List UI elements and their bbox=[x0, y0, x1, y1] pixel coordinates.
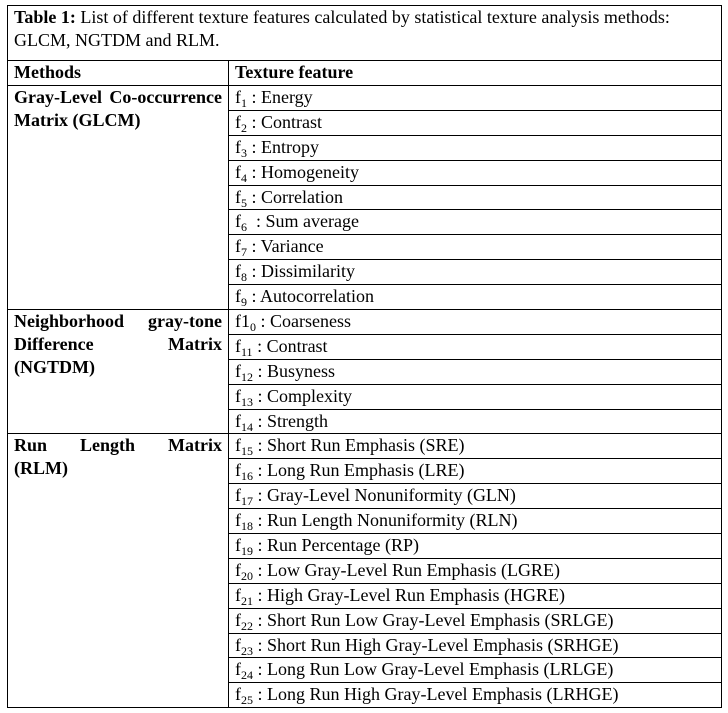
feature-subscript: 3 bbox=[241, 145, 247, 160]
feature-subscript: 21 bbox=[241, 593, 253, 608]
feature-cell bbox=[229, 235, 722, 260]
feature-subscript: 19 bbox=[241, 544, 253, 559]
feature-symbol: f bbox=[235, 535, 241, 556]
texture-features-table bbox=[7, 5, 722, 708]
feature-cell bbox=[229, 608, 722, 633]
feature-cell bbox=[229, 683, 722, 708]
feature-name: : Busyness bbox=[253, 360, 336, 381]
feature-name: : Dissimilarity bbox=[247, 261, 355, 282]
feature-name: : Long Run Emphasis (LRE) bbox=[253, 460, 465, 481]
feature-cell bbox=[229, 459, 722, 484]
table-caption bbox=[8, 6, 722, 61]
feature-cell bbox=[229, 185, 722, 210]
feature-symbol: f bbox=[235, 211, 241, 232]
feature-cell bbox=[229, 583, 722, 608]
feature-symbol: f bbox=[235, 584, 241, 605]
feature-name: : Short Run Low Gray-Level Emphasis (SRLGE) bbox=[253, 609, 614, 630]
feature-symbol: f bbox=[235, 435, 241, 456]
feature-name: : Correlation bbox=[247, 186, 343, 207]
method-name: Run Length Matrix (RLM) bbox=[8, 434, 229, 708]
feature-cell bbox=[229, 110, 722, 135]
feature-cell bbox=[229, 210, 722, 235]
feature-cell bbox=[229, 484, 722, 509]
feature-name: : Run Length Nonuniformity (RLN) bbox=[253, 510, 518, 531]
feature-symbol: f bbox=[235, 485, 241, 506]
feature-name: : High Gray-Level Run Emphasis (HGRE) bbox=[253, 584, 565, 605]
feature-subscript: 9 bbox=[241, 295, 247, 310]
feature-subscript: 5 bbox=[241, 195, 247, 210]
feature-subscript: 11 bbox=[241, 344, 253, 359]
feature-symbol: f bbox=[235, 261, 241, 282]
feature-cell bbox=[229, 534, 722, 559]
method-name: Gray-Level Co-occurrence Matrix (GLCM) bbox=[8, 86, 229, 310]
method-name: Neighborhood gray-tone Difference Matrix (NGTDM) bbox=[8, 310, 229, 434]
feature-subscript: 12 bbox=[241, 369, 253, 384]
caption-label: Table 1: bbox=[14, 7, 76, 27]
feature-subscript: 25 bbox=[241, 693, 253, 708]
feature-cell bbox=[229, 509, 722, 534]
feature-symbol: f bbox=[235, 385, 241, 406]
feature-symbol: f bbox=[235, 559, 241, 580]
feature-symbol: f bbox=[235, 161, 241, 182]
caption-row bbox=[8, 6, 722, 61]
table-row bbox=[8, 86, 722, 111]
feature-symbol: f bbox=[235, 286, 241, 307]
feature-subscript: 17 bbox=[241, 494, 253, 509]
feature-name: : Gray-Level Nonuniformity (GLN) bbox=[253, 485, 516, 506]
feature-subscript: 1 bbox=[241, 96, 247, 110]
feature-name: : Variance bbox=[247, 236, 324, 257]
feature-subscript: 22 bbox=[241, 618, 253, 633]
feature-cell bbox=[229, 260, 722, 285]
feature-symbol: f bbox=[235, 236, 241, 257]
feature-name: : Short Run Emphasis (SRE) bbox=[253, 435, 465, 456]
feature-name: : Entropy bbox=[247, 136, 319, 157]
feature-cell bbox=[229, 135, 722, 160]
caption-text: List of different texture features calculated by statistical texture analysis methods: GLCM, NGTDM and RLM. bbox=[14, 7, 670, 50]
feature-cell bbox=[229, 633, 722, 658]
feature-subscript: 24 bbox=[241, 668, 253, 683]
feature-name: : Short Run High Gray-Level Emphasis (SRHGE) bbox=[253, 634, 619, 655]
feature-subscript: 13 bbox=[241, 394, 253, 409]
feature-name: : Energy bbox=[247, 87, 313, 107]
feature-name: : Sum average bbox=[247, 211, 359, 232]
feature-symbol: f bbox=[235, 87, 241, 107]
feature-cell bbox=[229, 285, 722, 310]
feature-subscript: 15 bbox=[241, 444, 253, 459]
feature-subscript: 0 bbox=[250, 320, 256, 335]
feature-cell bbox=[229, 434, 722, 459]
feature-subscript: 7 bbox=[241, 245, 247, 260]
feature-name: : Run Percentage (RP) bbox=[253, 535, 419, 556]
feature-cell bbox=[229, 409, 722, 434]
feature-symbol: f bbox=[235, 510, 241, 531]
table-row bbox=[8, 310, 722, 335]
feature-symbol: f bbox=[235, 136, 241, 157]
feature-cell bbox=[229, 558, 722, 583]
feature-cell bbox=[229, 384, 722, 409]
table-row bbox=[8, 434, 722, 459]
header-methods: Methods bbox=[8, 61, 229, 86]
feature-subscript: 20 bbox=[241, 568, 253, 583]
feature-subscript: 18 bbox=[241, 519, 253, 534]
feature-symbol: f bbox=[235, 410, 241, 431]
feature-cell bbox=[229, 86, 722, 111]
feature-symbol: f bbox=[235, 609, 241, 630]
header-texture-feature: Texture feature bbox=[229, 61, 722, 86]
feature-name: : Long Run High Gray-Level Emphasis (LRHGE) bbox=[253, 684, 619, 705]
feature-cell bbox=[229, 310, 722, 335]
feature-symbol: f bbox=[235, 360, 241, 381]
feature-name: : Complexity bbox=[253, 385, 352, 406]
feature-symbol: f bbox=[235, 111, 241, 132]
feature-symbol: f bbox=[235, 186, 241, 207]
feature-subscript: 16 bbox=[241, 469, 253, 484]
feature-name: : Strength bbox=[253, 410, 328, 431]
feature-subscript: 8 bbox=[241, 270, 247, 285]
feature-name: : Contrast bbox=[252, 335, 328, 356]
feature-symbol: f bbox=[235, 460, 241, 481]
feature-subscript: 14 bbox=[241, 419, 253, 434]
feature-cell bbox=[229, 160, 722, 185]
feature-subscript: 6 bbox=[241, 220, 247, 235]
feature-name: : Low Gray-Level Run Emphasis (LGRE) bbox=[253, 559, 560, 580]
feature-name: : Coarseness bbox=[256, 311, 351, 332]
feature-cell bbox=[229, 658, 722, 683]
feature-subscript: 23 bbox=[241, 643, 253, 658]
feature-name: : Autocorrelation bbox=[247, 286, 374, 307]
feature-symbol: f bbox=[235, 659, 241, 680]
feature-cell bbox=[229, 334, 722, 359]
feature-symbol: f bbox=[235, 684, 241, 705]
feature-name: : Contrast bbox=[247, 111, 322, 132]
feature-cell bbox=[229, 359, 722, 384]
feature-name: : Long Run Low Gray-Level Emphasis (LRLGE) bbox=[253, 659, 614, 680]
feature-subscript: 4 bbox=[241, 170, 247, 185]
feature-symbol: f bbox=[235, 335, 241, 356]
header-row bbox=[8, 61, 722, 86]
feature-symbol: f bbox=[235, 634, 241, 655]
feature-symbol: f1 bbox=[235, 311, 250, 332]
feature-name: : Homogeneity bbox=[247, 161, 359, 182]
feature-subscript: 2 bbox=[241, 120, 247, 135]
